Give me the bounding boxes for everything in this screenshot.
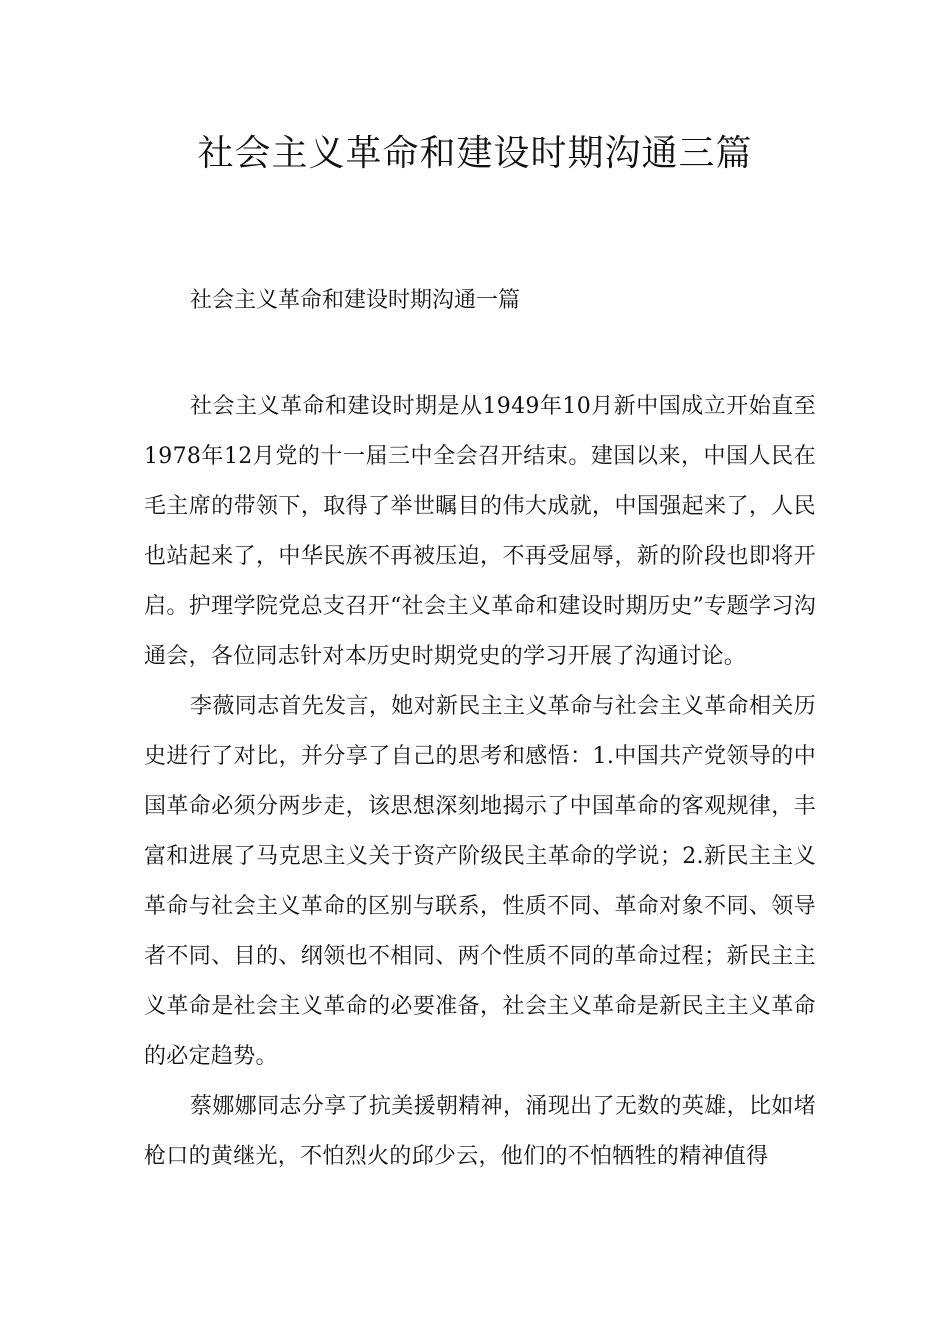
document-title: 社会主义革命和建设时期沟通三篇 — [197, 133, 753, 174]
section-subtitle: 社会主义革命和建设时期沟通一篇 — [190, 288, 521, 313]
document-body — [144, 382, 816, 1182]
paragraph-1: 社会主义革命和建设时期是从1949年10月新中国成立开始直至1978年12月党的十一届三中全会召开结束。建国以来，中国人民在毛主席的带领下，取得了举世瞩目的伟大成就，中国强起来了，人民也站起来了，中华民族不再被压迫，不再受屈辱，新的阶段也即将开启。护理学院党总支召开“社会主义革命和建设时期历史”专题学习沟通会，各位同志针对本历史时期党史的学习开展了沟通讨论。 — [144, 394, 816, 669]
paragraph-2: 李薇同志首先发言，她对新民主主义革命与社会主义革命相关历史进行了对比，并分享了自己的思考和感悟：1.中国共产党领导的中国革命必须分两步走，该思想深刻地揭示了中国革命的客观规律，丰富和进展了马克思主义关于资产阶级民主革命的学说；2.新民主主义革命与社会主义革命的区别与联系，性质不同、革命对象不同、领导者不同、目的、纲领也不相同、两个性质不同的革命过程；新民主主义革命是社会主义革命的必要准备，社会主义革命是新民主主义革命的必定趋势。 — [144, 694, 816, 1069]
paragraph-3: 蔡娜娜同志分享了抗美援朝精神，涌现出了无数的英雄，比如堵枪口的黄继光，不怕烈火的邱少云，他们的不怕牺牲的精神值得 — [144, 1094, 816, 1169]
